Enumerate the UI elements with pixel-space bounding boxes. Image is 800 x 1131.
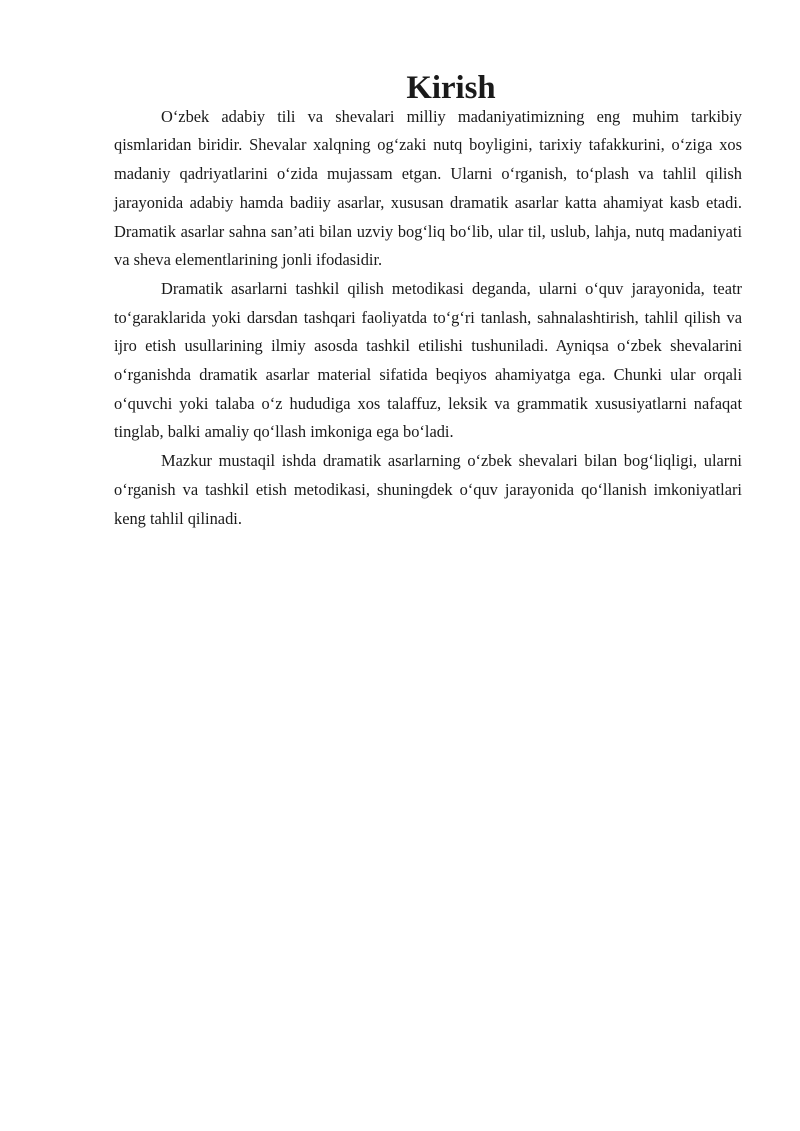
paragraph-2: Dramatik asarlarni tashkil qilish metodikasi deganda, ularni o‘quv jarayonida, teatr to‘garaklarida yoki darsdan tashqari faoliyatda to‘g‘ri tanlash, sahnalashtirish, tahlil qilish va ijro etish usullarining ilmiy asosda tashkil etilishi tushuniladi. Ayniqsa o‘zbek shevalarini o‘rganishda dramatik asarlar material sifatida beqiyos ahamiyatga ega. Chunki ular orqali o‘quvchi yoki talaba o‘z hududiga xos talaffuz, leksik va grammatik xususiyatlarni nafaqat tinglab, balki amaliy qo‘llash imkoniga ega bo‘ladi. (114, 278, 742, 442)
document-title: Kirish (406, 70, 496, 106)
paragraph-3: Mazkur mustaqil ishda dramatik asarlarning o‘zbek shevalari bilan bog‘liqligi, ularni o‘rganish va tashkil etish metodikasi, shuningdek o‘quv jarayonida qo‘llanish imkoniyatlari keng tahlil qilinadi. (114, 451, 742, 528)
paragraph-1: O‘zbek adabiy tili va shevalari milliy madaniyatimizning eng muhim tarkibiy qismlaridan biridir. Shevalar xalqning og‘zaki nutq boyligini, tarixiy tafakkurini, o‘ziga xos madaniy qadriyatlarini o‘zida mujassam etgan. Ularni o‘rganish, to‘plash va tahlil qilish jarayonida adabiy hamda badiiy asarlar, xususan dramatik asarlar katta ahamiyat kasb etadi. Dramatik asarlar sahna san’ati bilan uzviy bog‘liq bo‘lib, ular til, uslub, lahja, nutq madaniyati va sheva elementlarining jonli ifodasidir. (114, 106, 742, 270)
document-page (114, 70, 742, 533)
